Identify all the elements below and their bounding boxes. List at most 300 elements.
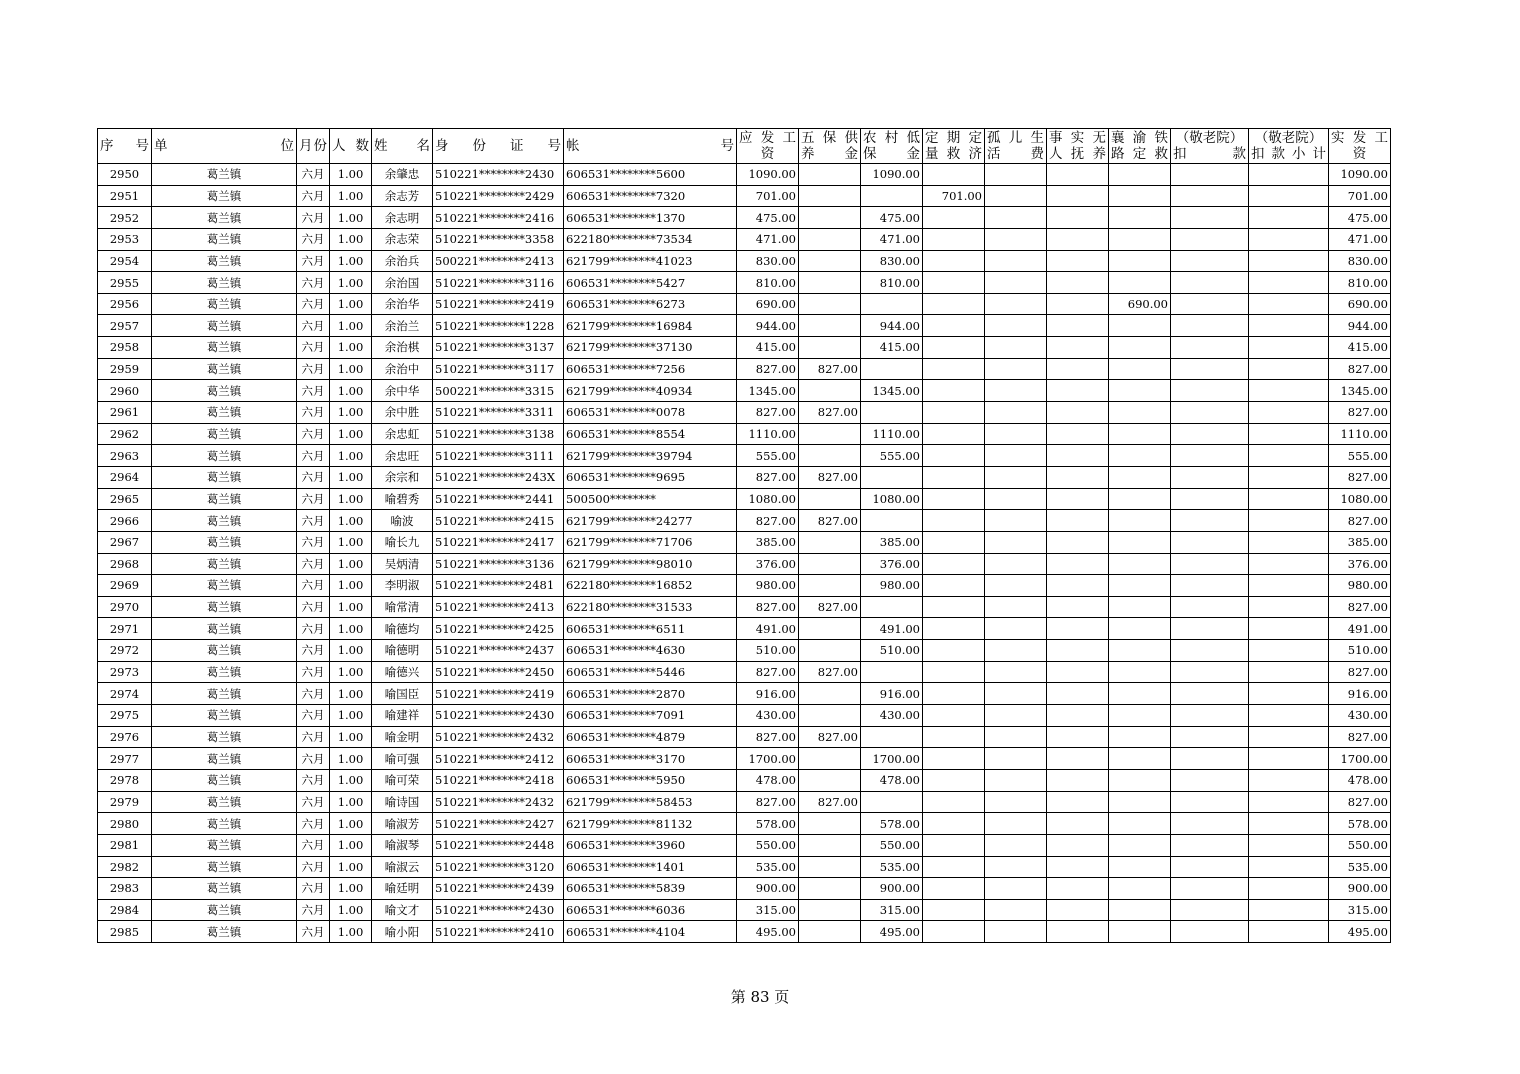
cell-seq: 2970 [98,596,152,618]
cell-unit: 葛兰镇 [152,207,297,229]
cell-dingliang [923,813,985,835]
cell-unit: 葛兰镇 [152,488,297,510]
cell-net-pay: 980.00 [1329,575,1391,597]
cell-name: 余治中 [372,358,433,380]
cell-xiangyu [1109,250,1171,272]
cell-deduction-subtotal [1249,402,1329,424]
cell-unit: 葛兰镇 [152,402,297,424]
cell-net-pay: 1110.00 [1329,423,1391,445]
cell-xiangyu [1109,380,1171,402]
cell-net-pay: 1345.00 [1329,380,1391,402]
header-line: 保 金 [863,146,920,162]
cell-net-pay: 578.00 [1329,813,1391,835]
page-number: 第 83 页 [730,988,790,1006]
cell-orphan [985,358,1047,380]
cell-gross-pay: 471.00 [737,228,799,250]
cell-wubao [799,185,861,207]
cell-wubao: 827.00 [799,791,861,813]
cell-unit: 葛兰镇 [152,250,297,272]
cell-deduction [1171,185,1249,207]
cell-orphan [985,315,1047,337]
cell-gross-pay: 827.00 [737,726,799,748]
table-row [98,315,1391,337]
cell-orphan [985,791,1047,813]
cell-shishi [1047,164,1109,186]
cell-id-number: 510221********3358 [433,228,564,250]
cell-account: 500500******** [564,488,737,510]
cell-id-number: 510221********2417 [433,531,564,553]
table-body [98,164,1391,943]
cell-gross-pay: 827.00 [737,510,799,532]
header-cell [1249,129,1329,164]
cell-count: 1.00 [330,813,372,835]
cell-id-number: 500221********2413 [433,250,564,272]
cell-net-pay: 315.00 [1329,899,1391,921]
cell-wubao [799,228,861,250]
cell-gross-pay: 376.00 [737,553,799,575]
cell-deduction-subtotal [1249,748,1329,770]
cell-name: 喻德均 [372,618,433,640]
cell-id-number: 510221********2430 [433,164,564,186]
cell-xiangyu [1109,813,1171,835]
cell-orphan [985,531,1047,553]
cell-deduction-subtotal [1249,207,1329,229]
cell-shishi [1047,618,1109,640]
header-line: 孤 儿 生 [987,130,1044,146]
cell-wubao [799,250,861,272]
cell-deduction [1171,726,1249,748]
cell-gross-pay: 900.00 [737,878,799,900]
cell-count: 1.00 [330,640,372,662]
cell-month: 六月 [297,813,330,835]
cell-dibao [861,510,923,532]
cell-deduction-subtotal [1249,185,1329,207]
cell-dibao: 475.00 [861,207,923,229]
cell-deduction-subtotal [1249,337,1329,359]
cell-unit: 葛兰镇 [152,769,297,791]
cell-dingliang: 701.00 [923,185,985,207]
cell-dingliang [923,791,985,813]
cell-dibao [861,726,923,748]
cell-dibao [861,402,923,424]
cell-net-pay: 495.00 [1329,921,1391,943]
cell-month: 六月 [297,531,330,553]
cell-orphan [985,878,1047,900]
cell-name: 余忠虹 [372,423,433,445]
cell-deduction [1171,705,1249,727]
cell-gross-pay: 578.00 [737,813,799,835]
cell-xiangyu [1109,769,1171,791]
cell-xiangyu [1109,921,1171,943]
table-row [98,466,1391,488]
cell-seq: 2972 [98,640,152,662]
cell-orphan [985,337,1047,359]
cell-name: 余中胜 [372,402,433,424]
cell-dibao: 550.00 [861,834,923,856]
cell-count: 1.00 [330,683,372,705]
cell-month: 六月 [297,293,330,315]
cell-seq: 2976 [98,726,152,748]
cell-unit: 葛兰镇 [152,640,297,662]
cell-unit: 葛兰镇 [152,185,297,207]
cell-orphan [985,640,1047,662]
cell-seq: 2981 [98,834,152,856]
cell-id-number: 510221********2432 [433,726,564,748]
header-line: 量 救 济 [925,146,982,162]
table-row [98,445,1391,467]
cell-dibao: 810.00 [861,272,923,294]
cell-deduction-subtotal [1249,769,1329,791]
cell-seq: 2953 [98,228,152,250]
cell-xiangyu [1109,164,1171,186]
header-line: 资 [760,146,775,162]
cell-count: 1.00 [330,596,372,618]
table-row [98,705,1391,727]
cell-count: 1.00 [330,358,372,380]
cell-xiangyu [1109,596,1171,618]
cell-deduction-subtotal [1249,813,1329,835]
cell-orphan [985,899,1047,921]
cell-account: 606531********5427 [564,272,737,294]
header-line: 襄 渝 铁 [1111,130,1168,146]
cell-dibao: 495.00 [861,921,923,943]
cell-gross-pay: 1345.00 [737,380,799,402]
table-row [98,423,1391,445]
cell-deduction [1171,596,1249,618]
cell-unit: 葛兰镇 [152,531,297,553]
cell-id-number: 510221********243X [433,466,564,488]
cell-orphan [985,293,1047,315]
cell-dingliang [923,445,985,467]
cell-dingliang [923,748,985,770]
cell-deduction-subtotal [1249,878,1329,900]
cell-name: 喻德明 [372,640,433,662]
cell-id-number: 510221********2412 [433,748,564,770]
cell-xiangyu [1109,207,1171,229]
cell-orphan [985,207,1047,229]
cell-wubao [799,272,861,294]
cell-deduction-subtotal [1249,726,1329,748]
cell-id-number: 510221********2427 [433,813,564,835]
cell-orphan [985,575,1047,597]
cell-shishi [1047,726,1109,748]
cell-id-number: 510221********3137 [433,337,564,359]
cell-name: 余治兵 [372,250,433,272]
cell-account: 606531********4104 [564,921,737,943]
cell-shishi [1047,466,1109,488]
cell-count: 1.00 [330,575,372,597]
cell-orphan [985,185,1047,207]
cell-gross-pay: 810.00 [737,272,799,294]
cell-dingliang [923,640,985,662]
cell-gross-pay: 690.00 [737,293,799,315]
cell-deduction [1171,228,1249,250]
cell-deduction [1171,250,1249,272]
header-line: 定 期 定 [925,130,982,146]
cell-month: 六月 [297,618,330,640]
table-row [98,380,1391,402]
cell-account: 621799********39794 [564,445,737,467]
cell-xiangyu [1109,272,1171,294]
cell-unit: 葛兰镇 [152,726,297,748]
table-row [98,185,1391,207]
cell-account: 621799********24277 [564,510,737,532]
cell-count: 1.00 [330,618,372,640]
cell-net-pay: 827.00 [1329,596,1391,618]
cell-count: 1.00 [330,488,372,510]
cell-name: 余志荣 [372,228,433,250]
cell-count: 1.00 [330,402,372,424]
header-cell: 月份 [297,129,330,164]
cell-seq: 2977 [98,748,152,770]
cell-net-pay: 944.00 [1329,315,1391,337]
table-row [98,293,1391,315]
cell-gross-pay: 555.00 [737,445,799,467]
cell-name: 喻碧秀 [372,488,433,510]
table-row [98,337,1391,359]
cell-count: 1.00 [330,228,372,250]
cell-shishi [1047,337,1109,359]
cell-xiangyu [1109,358,1171,380]
cell-deduction-subtotal [1249,856,1329,878]
table-row [98,683,1391,705]
cell-dingliang [923,553,985,575]
cell-wubao: 827.00 [799,466,861,488]
cell-unit: 葛兰镇 [152,164,297,186]
table-row [98,640,1391,662]
cell-dingliang [923,250,985,272]
cell-month: 六月 [297,661,330,683]
cell-account: 621799********37130 [564,337,737,359]
cell-dibao [861,293,923,315]
cell-gross-pay: 478.00 [737,769,799,791]
header-cell: 单 位 [152,129,297,164]
cell-gross-pay: 415.00 [737,337,799,359]
cell-shishi [1047,207,1109,229]
header-line: 扣 款 [1173,146,1246,162]
cell-seq: 2960 [98,380,152,402]
cell-shishi [1047,423,1109,445]
cell-shishi [1047,705,1109,727]
cell-count: 1.00 [330,726,372,748]
header-cell [1171,129,1249,164]
cell-shishi [1047,899,1109,921]
header-cell [923,129,985,164]
cell-xiangyu [1109,185,1171,207]
cell-unit: 葛兰镇 [152,510,297,532]
cell-dingliang [923,856,985,878]
cell-month: 六月 [297,250,330,272]
cell-id-number: 510221********2425 [433,618,564,640]
table-row [98,921,1391,943]
cell-wubao: 827.00 [799,358,861,380]
table-row [98,899,1391,921]
cell-dibao: 385.00 [861,531,923,553]
cell-orphan [985,488,1047,510]
cell-seq: 2975 [98,705,152,727]
cell-name: 余中华 [372,380,433,402]
cell-net-pay: 1090.00 [1329,164,1391,186]
cell-count: 1.00 [330,337,372,359]
cell-count: 1.00 [330,661,372,683]
table-row [98,531,1391,553]
header-line: 农 村 低 [863,130,920,146]
cell-id-number: 510221********2430 [433,899,564,921]
cell-name: 余肇忠 [372,164,433,186]
cell-dibao: 916.00 [861,683,923,705]
cell-unit: 葛兰镇 [152,683,297,705]
table-row [98,661,1391,683]
cell-deduction-subtotal [1249,683,1329,705]
cell-seq: 2961 [98,402,152,424]
cell-shishi [1047,250,1109,272]
cell-dibao: 535.00 [861,856,923,878]
cell-dingliang [923,293,985,315]
cell-month: 六月 [297,510,330,532]
cell-dibao: 900.00 [861,878,923,900]
cell-account: 606531********1401 [564,856,737,878]
cell-deduction-subtotal [1249,380,1329,402]
header-line: 人 抚 养 [1049,146,1106,162]
table-row [98,726,1391,748]
cell-month: 六月 [297,272,330,294]
cell-month: 六月 [297,402,330,424]
cell-shishi [1047,748,1109,770]
cell-dingliang [923,423,985,445]
header-cell [1047,129,1109,164]
cell-shishi [1047,272,1109,294]
header-cell: 序 号 [98,129,152,164]
cell-deduction [1171,423,1249,445]
cell-deduction [1171,466,1249,488]
header-cell [1329,129,1391,164]
cell-account: 606531********1370 [564,207,737,229]
cell-month: 六月 [297,228,330,250]
cell-seq: 2971 [98,618,152,640]
cell-xiangyu [1109,856,1171,878]
cell-name: 余治兰 [372,315,433,337]
cell-net-pay: 916.00 [1329,683,1391,705]
cell-deduction-subtotal [1249,510,1329,532]
cell-deduction [1171,358,1249,380]
cell-name: 余治棋 [372,337,433,359]
cell-dingliang [923,510,985,532]
cell-unit: 葛兰镇 [152,445,297,467]
cell-name: 喻可强 [372,748,433,770]
cell-month: 六月 [297,769,330,791]
cell-unit: 葛兰镇 [152,337,297,359]
cell-net-pay: 555.00 [1329,445,1391,467]
cell-seq: 2974 [98,683,152,705]
cell-wubao [799,293,861,315]
cell-account: 606531********5839 [564,878,737,900]
cell-net-pay: 415.00 [1329,337,1391,359]
cell-month: 六月 [297,791,330,813]
cell-xiangyu [1109,575,1171,597]
cell-orphan [985,769,1047,791]
cell-orphan [985,466,1047,488]
table-row [98,488,1391,510]
cell-dibao: 578.00 [861,813,923,835]
cell-dingliang [923,315,985,337]
cell-count: 1.00 [330,531,372,553]
cell-deduction-subtotal [1249,640,1329,662]
cell-xiangyu [1109,466,1171,488]
cell-seq: 2967 [98,531,152,553]
table-row [98,250,1391,272]
cell-unit: 葛兰镇 [152,748,297,770]
cell-count: 1.00 [330,185,372,207]
cell-month: 六月 [297,856,330,878]
cell-gross-pay: 827.00 [737,661,799,683]
cell-orphan [985,705,1047,727]
cell-dibao: 1700.00 [861,748,923,770]
cell-orphan [985,618,1047,640]
cell-account: 606531********0078 [564,402,737,424]
cell-account: 606531********5446 [564,661,737,683]
cell-deduction-subtotal [1249,488,1329,510]
cell-name: 喻诗国 [372,791,433,813]
cell-xiangyu [1109,899,1171,921]
cell-month: 六月 [297,705,330,727]
cell-net-pay: 827.00 [1329,791,1391,813]
cell-deduction-subtotal [1249,705,1329,727]
header-cell [861,129,923,164]
cell-id-number: 510221********3117 [433,358,564,380]
cell-net-pay: 827.00 [1329,726,1391,748]
cell-id-number: 510221********2430 [433,705,564,727]
cell-deduction [1171,164,1249,186]
cell-net-pay: 535.00 [1329,856,1391,878]
cell-month: 六月 [297,185,330,207]
cell-seq: 2955 [98,272,152,294]
cell-net-pay: 550.00 [1329,834,1391,856]
cell-account: 621799********71706 [564,531,737,553]
cell-dingliang [923,531,985,553]
cell-month: 六月 [297,640,330,662]
cell-net-pay: 478.00 [1329,769,1391,791]
cell-unit: 葛兰镇 [152,899,297,921]
cell-dingliang [923,466,985,488]
cell-dibao: 478.00 [861,769,923,791]
cell-net-pay: 376.00 [1329,553,1391,575]
cell-dingliang [923,899,985,921]
cell-dibao: 491.00 [861,618,923,640]
cell-shishi [1047,878,1109,900]
cell-wubao [799,856,861,878]
cell-wubao [799,553,861,575]
cell-orphan [985,834,1047,856]
cell-id-number: 510221********2448 [433,834,564,856]
cell-seq: 2950 [98,164,152,186]
cell-dingliang [923,618,985,640]
cell-unit: 葛兰镇 [152,834,297,856]
cell-gross-pay: 1700.00 [737,748,799,770]
cell-month: 六月 [297,878,330,900]
cell-deduction-subtotal [1249,661,1329,683]
cell-shishi [1047,834,1109,856]
cell-wubao [799,705,861,727]
cell-count: 1.00 [330,705,372,727]
cell-seq: 2965 [98,488,152,510]
header-line: （敬老院） [1175,130,1244,146]
cell-count: 1.00 [330,293,372,315]
cell-account: 606531********7256 [564,358,737,380]
cell-deduction-subtotal [1249,228,1329,250]
cell-unit: 葛兰镇 [152,596,297,618]
cell-count: 1.00 [330,748,372,770]
cell-account: 606531********6511 [564,618,737,640]
